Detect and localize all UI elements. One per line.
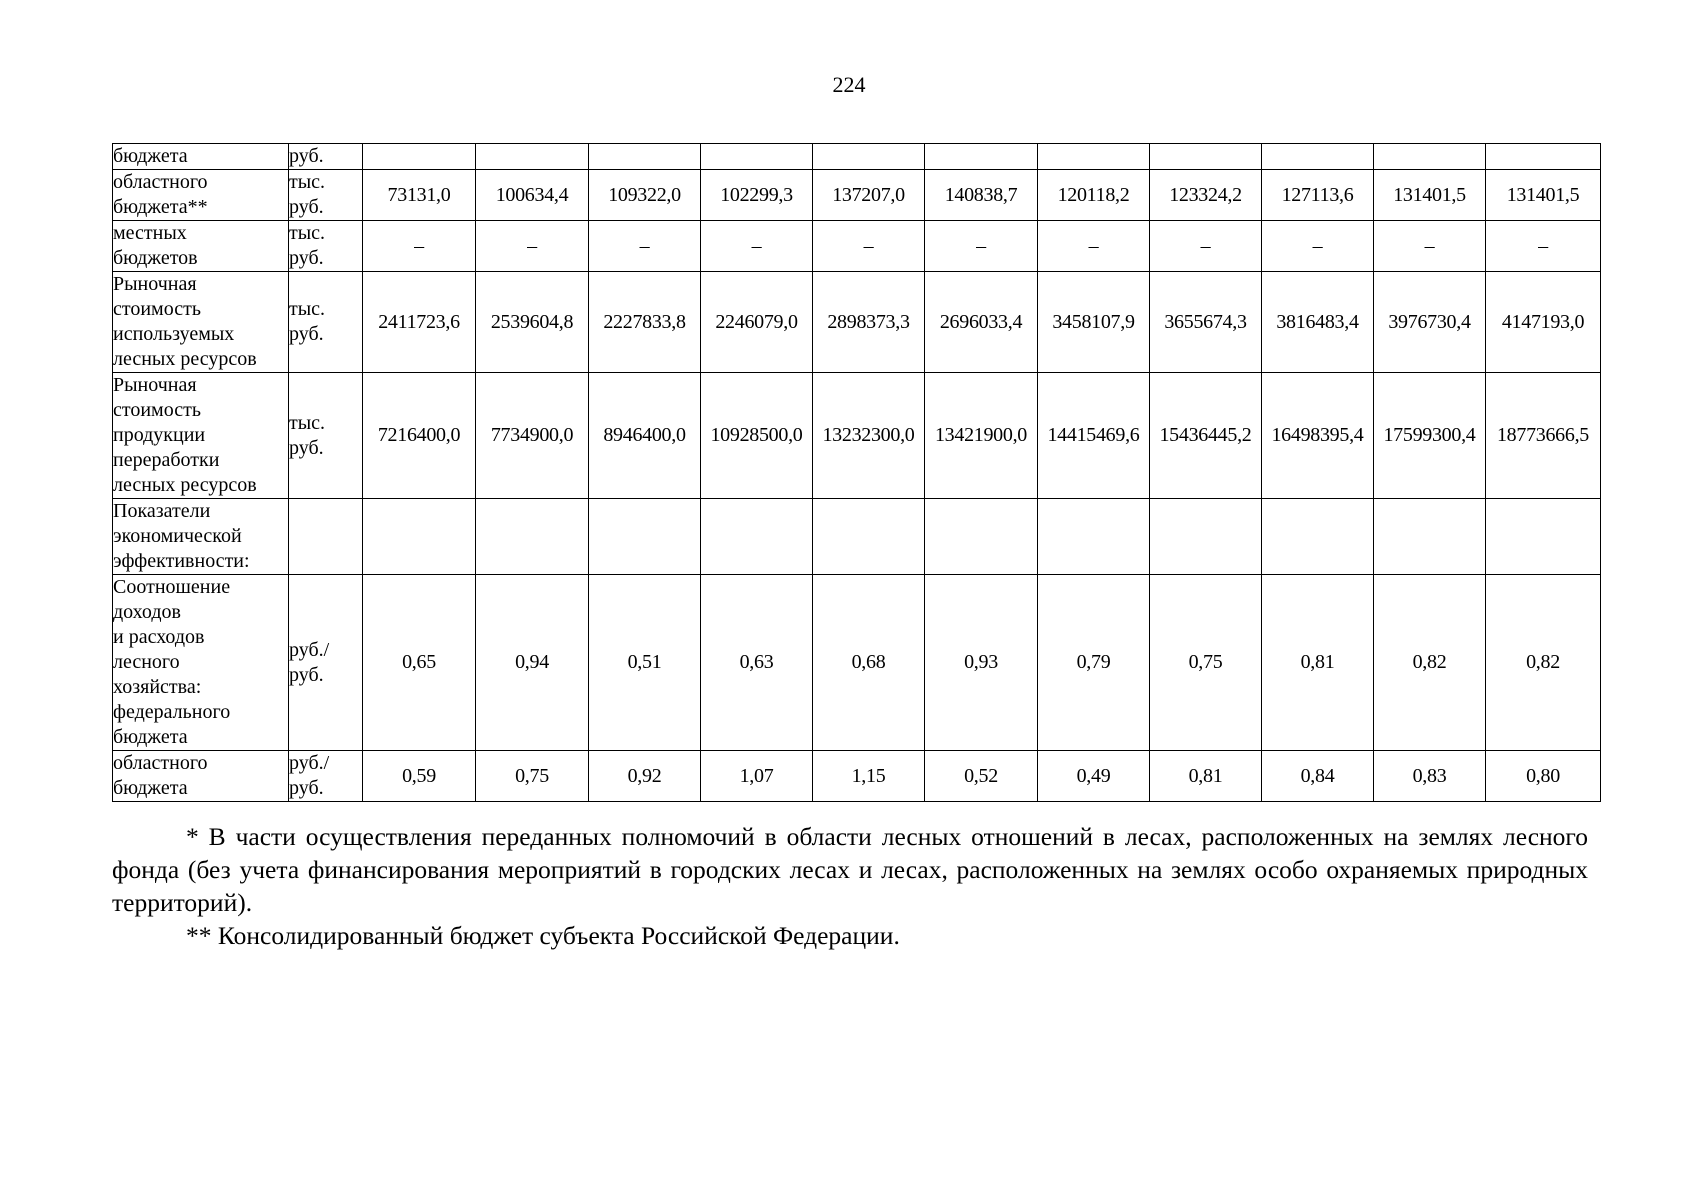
row-label: [113, 144, 289, 170]
row-label: [113, 575, 289, 751]
table-cell: 0,49: [1038, 751, 1150, 802]
row-unit-line: руб.: [289, 196, 324, 218]
table-row: [113, 373, 1601, 499]
row-label-line: экономической: [113, 525, 242, 547]
row-unit: [289, 373, 363, 499]
table-cell: 109322,0: [589, 170, 701, 221]
row-unit-line: тыс.: [289, 222, 326, 244]
table-cell: –: [813, 221, 925, 272]
table-cell: –: [363, 221, 476, 272]
table-cell: 0,63: [701, 575, 813, 751]
table-row: [113, 221, 1601, 272]
table-cell: 7216400,0: [363, 373, 476, 499]
row-label-line: Рыночная: [113, 374, 197, 396]
row-label-line: бюджета: [113, 726, 188, 748]
table-cell: –: [701, 221, 813, 272]
row-label-line: областного: [113, 752, 208, 774]
table-cell: 1,07: [701, 751, 813, 802]
row-unit-line: руб.: [289, 663, 324, 686]
table-cell: 2539604,8: [476, 272, 589, 373]
table-cell: 0,75: [1150, 575, 1262, 751]
row-label-line: бюджета: [113, 777, 188, 799]
table-cell: [701, 144, 813, 170]
table-cell: [1486, 499, 1601, 575]
table-cell: 2411723,6: [363, 272, 476, 373]
table-cell: 18773666,5: [1486, 373, 1601, 499]
table-cell: 3816483,4: [1262, 272, 1374, 373]
row-label-line: лесного: [113, 651, 180, 673]
table-cell: –: [1486, 221, 1601, 272]
row-label: [113, 272, 289, 373]
table-cell: 0,82: [1374, 575, 1486, 751]
row-label-line: областного: [113, 171, 208, 193]
table-cell: [589, 144, 701, 170]
row-unit-line: руб.: [289, 777, 324, 799]
table-cell: [476, 144, 589, 170]
row-unit-line: руб./: [289, 752, 330, 774]
row-unit-line: руб.: [289, 247, 324, 269]
table-cell: 0,79: [1038, 575, 1150, 751]
table-cell: –: [1150, 221, 1262, 272]
row-label: [113, 170, 289, 221]
table-cell: 0,92: [589, 751, 701, 802]
row-label-line: стоимость: [113, 399, 201, 421]
table-cell: [589, 499, 701, 575]
row-label-line: доходов: [113, 601, 181, 623]
table-cell: [1486, 144, 1601, 170]
table-cell: 0,65: [363, 575, 476, 751]
row-label: [113, 499, 289, 575]
table-cell: 3655674,3: [1150, 272, 1262, 373]
table-row: [113, 144, 1601, 170]
row-label-line: продукции: [113, 424, 206, 446]
table-cell: [363, 144, 476, 170]
table-cell: [1374, 144, 1486, 170]
table-cell: [813, 144, 925, 170]
table-cell: 14415469,6: [1038, 373, 1150, 499]
table-cell: [1374, 499, 1486, 575]
table-cell: 131401,5: [1486, 170, 1601, 221]
row-label-line: федерального: [113, 701, 231, 723]
row-label-line: переработки: [113, 449, 220, 471]
table-row: [113, 499, 1601, 575]
table-cell: 2246079,0: [701, 272, 813, 373]
row-unit: [289, 751, 363, 802]
table-cell: [1262, 144, 1374, 170]
row-label-line: используемых: [113, 323, 235, 345]
table-cell: 2227833,8: [589, 272, 701, 373]
row-unit: [289, 499, 363, 575]
table-cell: –: [1374, 221, 1486, 272]
row-unit: [289, 221, 363, 272]
table-row: [113, 170, 1601, 221]
table-cell: [813, 499, 925, 575]
table-cell: 2696033,4: [925, 272, 1038, 373]
row-unit-line: тыс.: [289, 298, 326, 320]
table-cell: [1262, 499, 1374, 575]
data-table: [112, 143, 1601, 802]
row-unit: [289, 575, 363, 751]
table-cell: –: [925, 221, 1038, 272]
table-cell: 0,75: [476, 751, 589, 802]
table-cell: 3458107,9: [1038, 272, 1150, 373]
table-body: [113, 144, 1601, 802]
row-label-line: Рыночная: [113, 273, 197, 295]
row-label-line: и расходов: [113, 626, 205, 648]
table-cell: 0,80: [1486, 751, 1601, 802]
table-cell: [476, 499, 589, 575]
row-unit: [289, 272, 363, 373]
page-number: 224: [832, 72, 866, 97]
table-cell: 0,51: [589, 575, 701, 751]
row-label-line: бюджета: [113, 145, 188, 167]
row-label: [113, 221, 289, 272]
row-unit: [289, 170, 363, 221]
row-unit-line: тыс.: [289, 171, 326, 193]
table-cell: 16498395,4: [1262, 373, 1374, 499]
table-cell: 0,84: [1262, 751, 1374, 802]
table-cell: 15436445,2: [1150, 373, 1262, 499]
row-label-line: лесных ресурсов: [113, 474, 257, 496]
row-label-line: эффективности:: [113, 550, 250, 572]
table-cell: [701, 499, 813, 575]
footnote-1: * В части осуществления переданных полномочий в области лесных отношений в лесах, расположенных на землях лесного фонда (без учета финансирования мероприятий в городских лесах и лесах, расположенных на землях особо охраняемых природных территорий).: [112, 822, 1588, 917]
table-cell: 123324,2: [1150, 170, 1262, 221]
table-cell: [1038, 144, 1150, 170]
footnote-2: ** Консолидированный бюджет субъекта Российской Федерации.: [186, 921, 900, 950]
row-label-line: стоимость: [113, 298, 201, 320]
row-unit: [289, 144, 363, 170]
table-cell: 3976730,4: [1374, 272, 1486, 373]
table-cell: 13232300,0: [813, 373, 925, 499]
table-cell: 127113,6: [1262, 170, 1374, 221]
row-unit-line: руб.: [289, 323, 324, 345]
footnotes: [112, 820, 1588, 952]
row-label-line: бюджета**: [113, 196, 208, 218]
table-cell: –: [589, 221, 701, 272]
table-cell: 0,82: [1486, 575, 1601, 751]
table-cell: 100634,4: [476, 170, 589, 221]
row-unit-line: тыс.: [289, 411, 326, 434]
row-unit-line: руб.: [289, 145, 324, 167]
table-cell: 0,68: [813, 575, 925, 751]
row-label-line: Показатели: [113, 500, 211, 522]
table-cell: 0,52: [925, 751, 1038, 802]
table-cell: 13421900,0: [925, 373, 1038, 499]
table-row: [113, 272, 1601, 373]
row-label: [113, 751, 289, 802]
row-label-line: местных: [113, 222, 187, 244]
row-unit-line: руб.: [289, 436, 324, 459]
table-cell: 7734900,0: [476, 373, 589, 499]
table-cell: 0,59: [363, 751, 476, 802]
table-cell: 0,94: [476, 575, 589, 751]
table-cell: 102299,3: [701, 170, 813, 221]
table-cell: 120118,2: [1038, 170, 1150, 221]
table-cell: 4147193,0: [1486, 272, 1601, 373]
table-cell: 8946400,0: [589, 373, 701, 499]
row-label: [113, 373, 289, 499]
row-label-line: лесных ресурсов: [113, 348, 257, 370]
row-label-line: Соотношение: [113, 576, 231, 598]
table-cell: 1,15: [813, 751, 925, 802]
table-cell: 0,83: [1374, 751, 1486, 802]
table-cell: 17599300,4: [1374, 373, 1486, 499]
table-cell: 73131,0: [363, 170, 476, 221]
row-label-line: бюджетов: [113, 247, 198, 269]
table-cell: –: [476, 221, 589, 272]
table-cell: [1150, 144, 1262, 170]
table-cell: 131401,5: [1374, 170, 1486, 221]
table-cell: [925, 499, 1038, 575]
table-cell: –: [1038, 221, 1150, 272]
row-unit-line: руб./: [289, 638, 330, 661]
table-cell: [1038, 499, 1150, 575]
table-cell: 0,93: [925, 575, 1038, 751]
table-cell: 10928500,0: [701, 373, 813, 499]
table-cell: [363, 499, 476, 575]
table-cell: 140838,7: [925, 170, 1038, 221]
table-row: [113, 751, 1601, 802]
table-cell: 0,81: [1150, 751, 1262, 802]
table-cell: –: [1262, 221, 1374, 272]
table-cell: 137207,0: [813, 170, 925, 221]
table-cell: [925, 144, 1038, 170]
table-cell: [1150, 499, 1262, 575]
row-label-line: хозяйства:: [113, 676, 202, 698]
table-cell: 0,81: [1262, 575, 1374, 751]
table-row: [113, 575, 1601, 751]
table-cell: 2898373,3: [813, 272, 925, 373]
